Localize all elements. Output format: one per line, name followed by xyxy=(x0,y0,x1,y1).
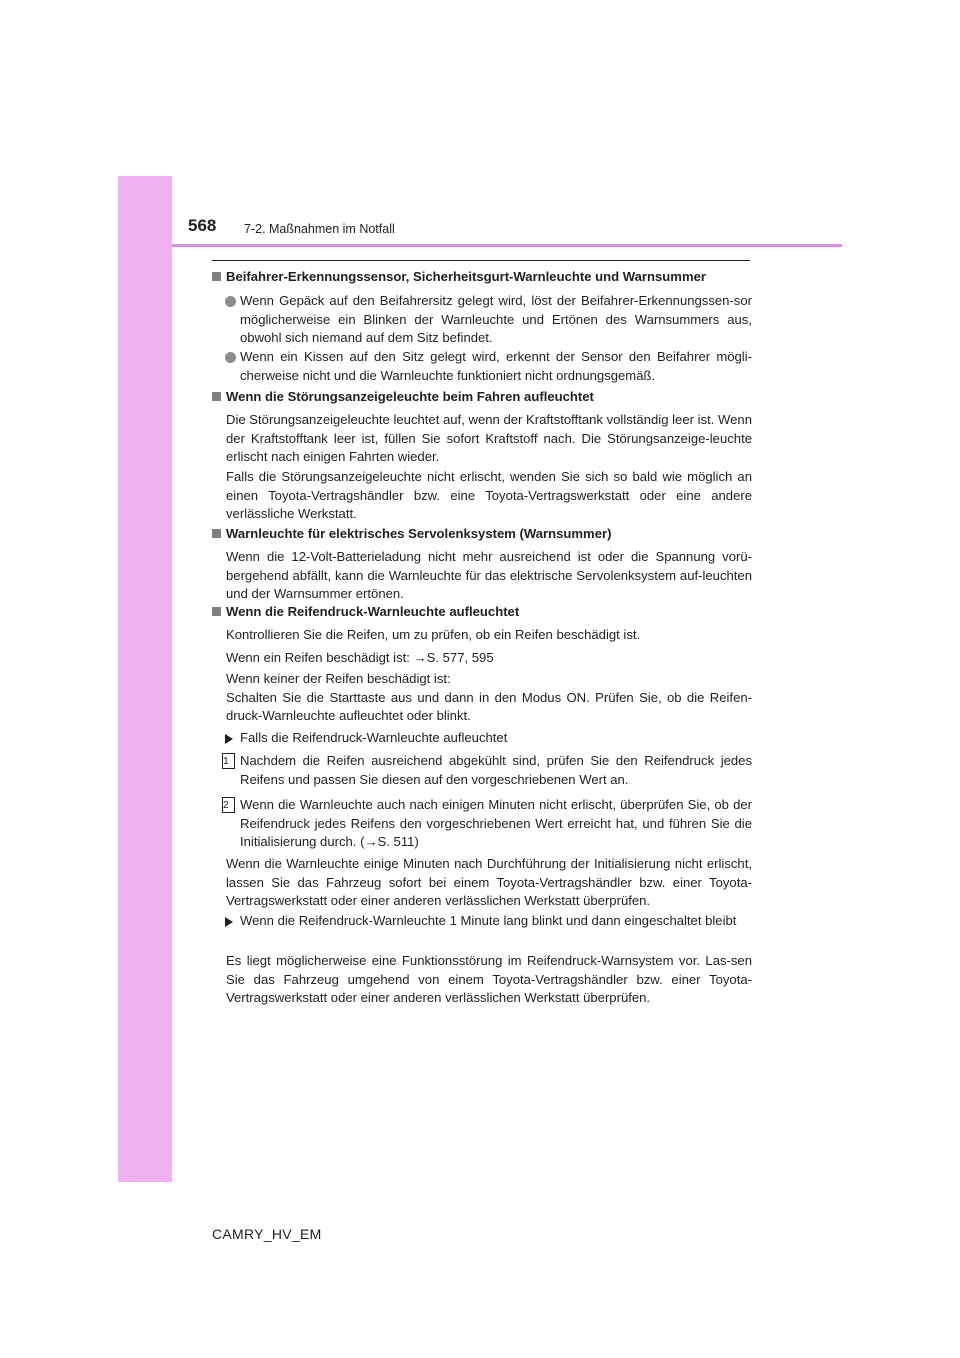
paragraph: Falls die Störungsanzeigeleuchte nicht erlischt, wenden Sie sich so bald wie möglich an einen Toyota-Vertragshändler bzw. eine Toyota-Vertragswerkstatt oder eine andere verlässliche Werkstatt. xyxy=(226,469,752,522)
section-heading: Beifahrer-Erkennungssensor, Sicherheitsgurt-Warnleuchte und Warnsummer xyxy=(212,268,752,287)
square-bullet-icon xyxy=(212,272,221,281)
bullet-item: Wenn ein Kissen auf den Sitz gelegt wird, erkennt der Sensor den Beifahrer mögli-cherweise nicht und die Warnleuchte funktioniert nicht ordnungsgemäß. xyxy=(240,348,752,385)
paragraph: Es liegt möglicherweise eine Funktionsstörung im Reifendruck-Warnsystem vor. Las-sen Sie das Fahrzeug umgehend von einem Toyota-Vertragshändler bzw. einer Toyota-Vertragswerkstatt oder einer anderen verlässlichen Werkstatt überprüfen. xyxy=(226,953,752,1006)
paragraph: Wenn die Warnleuchte einige Minuten nach Durchführung der Initialisierung nicht erlischt, lassen Sie das Fahrzeug sofort bei einem Toyota-Vertragshändler bzw. einer Toyota-Vertragswerkstatt oder einer anderen verlässlichen Werkstatt überprüfen. xyxy=(226,856,752,909)
section-divider xyxy=(212,260,750,261)
square-bullet-icon xyxy=(212,607,221,616)
section-heading: Wenn die Reifendruck-Warnleuchte aufleuchtet xyxy=(212,603,752,622)
paragraph: Wenn keiner der Reifen beschädigt ist: Schalten Sie die Starttaste aus und dann in den Modus ON. Prüfen Sie, ob die Reifen-druck-Warnleuchte aufleuchtet oder blinkt. xyxy=(226,671,752,724)
header-rule xyxy=(172,244,842,247)
section-heading: Wenn die Störungsanzeigeleuchte beim Fahren aufleuchtet xyxy=(212,388,752,407)
paragraph: Kontrollieren Sie die Reifen, um zu prüfen, ob ein Reifen beschädigt ist. xyxy=(226,627,641,642)
step-number-badge: 1 xyxy=(222,753,235,769)
chapter-sidebar-tab xyxy=(118,176,172,1182)
circle-bullet-icon xyxy=(225,352,236,363)
step-item: 1 Nachdem die Reifen ausreichend abgekühlt sind, prüfen Sie den Reifendruck jedes Reifens und passen Sie diesen auf den vorgeschriebenen Wert an. xyxy=(223,753,752,787)
chapter-title: 7-2. Maßnahmen im Notfall xyxy=(244,222,395,236)
circle-bullet-icon xyxy=(225,296,236,307)
square-bullet-icon xyxy=(212,392,221,401)
triangle-arrow-icon xyxy=(225,917,233,927)
section-heading: Warnleuchte für elektrisches Servolenksystem (Warnsummer) xyxy=(212,525,752,544)
page-number: 568 xyxy=(188,216,217,235)
model-code-footer: CAMRY_HV_EM xyxy=(212,1226,322,1242)
square-bullet-icon xyxy=(212,529,221,538)
paragraph: Wenn die 12-Volt-Batterieladung nicht mehr ausreichend ist oder die Spannung vorü-bergehend abfällt, kann die Warnleuchte für das elektrische Servolenksystem auf-leuchten und der Warnsummer ertönen. xyxy=(226,549,752,602)
condition-item: Falls die Reifendruck-Warnleuchte aufleuchtet xyxy=(240,729,752,748)
bullet-item: Wenn Gepäck auf den Beifahrersitz gelegt wird, löst der Beifahrer-Erkennungssen-sor möglicherweise ein Blinken der Warnleuchte und Ertönen des Warnsummers aus, obwohl sich niemand auf dem Sitz befindet. xyxy=(240,292,752,348)
step-item: 2 Wenn die Warnleuchte auch nach einigen Minuten nicht erlischt, überprüfen Sie, ob der Reifendruck jedes Reifens den vorgeschriebenen Wert erreicht hat, und führen Sie die Initialisierung durch. (→S. 511) xyxy=(223,797,752,850)
cross-reference: Wenn ein Reifen beschädigt ist: →S. 577, 595 xyxy=(226,650,494,665)
triangle-arrow-icon xyxy=(225,734,233,744)
step-number-badge: 2 xyxy=(222,797,235,813)
paragraph: Die Störungsanzeigeleuchte leuchtet auf, wenn der Kraftstofftank vollständig leer ist. Wenn der Kraftstofftank leer ist, füllen Sie sofort Kraftstoff nach. Die Störungsanzeige-leuchte erlischt nach einigen Fahrten wieder. xyxy=(226,412,752,465)
condition-item: Wenn die Reifendruck-Warnleuchte 1 Minute lang blinkt und dann eingeschaltet bleibt xyxy=(240,912,752,931)
